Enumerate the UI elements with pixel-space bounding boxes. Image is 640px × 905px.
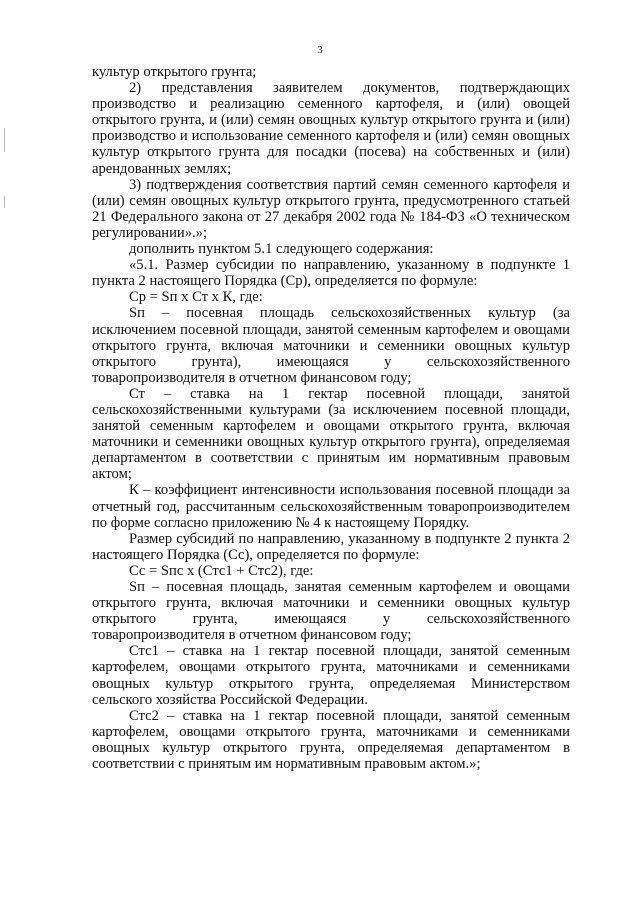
definition-st: Ст – ставка на 1 гектар посевной площади, занятой сельскохозяйственными культурами (за исключением посевной площади, занятой семенным картофелем и овощами открытого грунта, включая маточники и семенники овощных культур открытого грунта), определяемая департаментом в соответствии с принятым им нормативным правовым актом; <box>92 385 570 483</box>
definition-stc1: Стс1 – ставка на 1 гектар посевной площади, занятой семенным картофелем, овощами открытого грунта, маточниками и семенниками овощных культур открытого грунта, определяемая Министерством сельского хозяйства Российской Федерации. <box>92 643 570 708</box>
formula-cc: Сс = Sпс х (Стс1 + Стс2), где: <box>129 562 314 579</box>
definition-sp: Sп – посевная площадь сельскохозяйственных культур (за исключением посевной площади, занятой семенным картофелем и овощами открытого грунта, включая маточники и семенники овощных культур открытого грунта), имеющаяся у сельскохозяйственного товаропроизводителя в отчетном финансовом году; <box>92 305 570 386</box>
paragraph-item-2: 2) представления заявителем документов, подтверждающих производство и реализацию семенного картофеля, и (или) овощей открытого грунта, и (или) семян овощных культур открытого грунта и (или) производство и использование семенного картофеля и (или) семян овощных культур открытого грунта для посадки (посева) на собственных и (или) арендованных землях; <box>92 80 570 177</box>
paragraph-item-3: 3) подтверждения соответствия партий семян семенного картофеля и (или) семян овощных культур открытого грунта, предусмотренного статьей 21 Федерального закона от 27 декабря 2002 года № 184-ФЗ «О техническом регулировании».»; <box>92 176 570 241</box>
page-number: 3 <box>317 44 323 56</box>
paragraph-5-1: «5.1. Размер субсидии по направлению, указанному в подпункте 1 пункта 2 настоящего Порядка (Ср), определяется по формуле: <box>92 257 570 290</box>
formula-cp: Ср = Sп х Ст х К, где: <box>129 289 263 306</box>
definition-stc2: Стс2 – ставка на 1 гектар посевной площади, занятой семенным картофелем, овощами открытого грунта, маточниками и семенниками овощных культур открытого грунта, определяемая департаментом в соответствии с принятым им нормативным правовым актом.»; <box>92 707 570 773</box>
scan-margin-mark <box>4 128 5 152</box>
scan-margin-mark <box>4 196 5 208</box>
paragraph-subsidy-direction-2: Размер субсидий по направлению, указанному в подпункте 2 пункта 2 настоящего Порядка (Сс), определяется по формуле: <box>92 530 570 563</box>
definition-k: К – коэффициент интенсивности использования посевной площади за отчетный год, рассчитанным сельскохозяйственным товаропроизводителем по форме согласно приложению № 4 к настоящему Порядку. <box>92 482 570 531</box>
document-body <box>92 64 570 772</box>
paragraph-continuation: культур открытого грунта; <box>92 64 257 80</box>
paragraph-amendment-intro: дополнить пунктом 5.1 следующего содержания: <box>129 241 434 258</box>
definition-spc: Sп – посевная площадь, занятая семенным картофелем и овощами открытого грунта, включая маточники и семенники овощных культур открытого грунта, имеющаяся у сельскохозяйственного товаропроизводителя в отчетном финансовом году; <box>92 579 570 644</box>
